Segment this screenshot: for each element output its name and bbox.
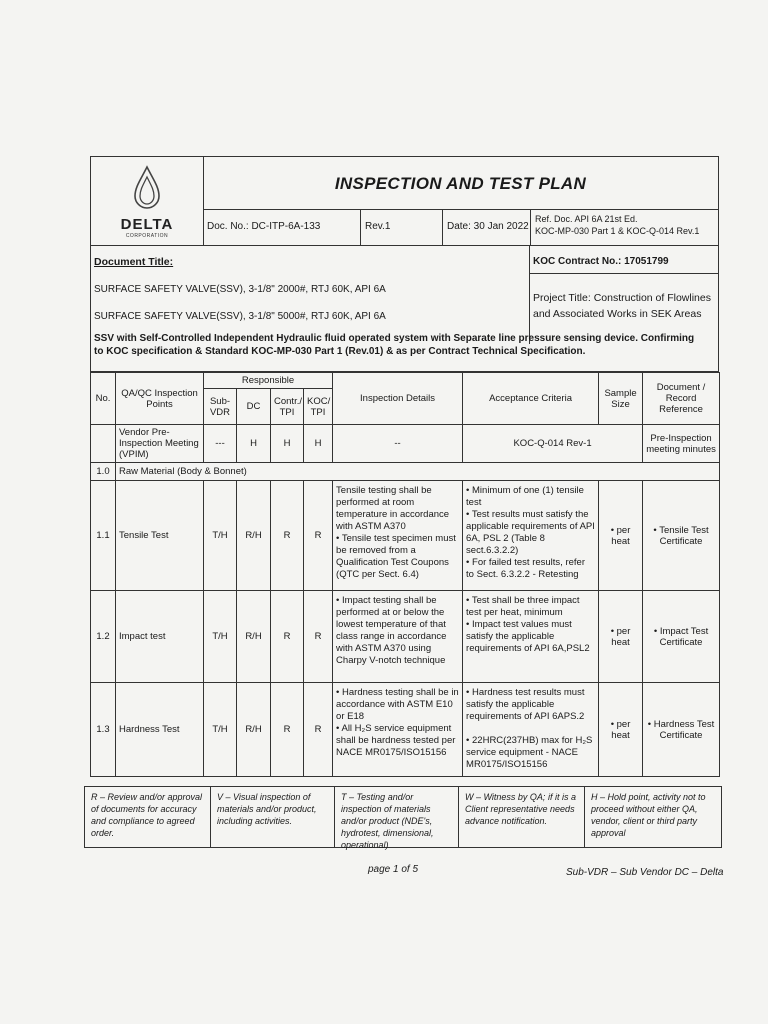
reference-line-2: KOC-MP-030 Part 1 & KOC-Q-014 Rev.1: [535, 226, 700, 236]
row-koc: R: [304, 481, 333, 591]
document-title-label: Document Title:: [94, 256, 174, 268]
row-criteria: • Hardness test results must satisfy the applicable requirements of API 6APS.2 • 22HRC(237HB) max for H₂S service equipment - NACE MR0175/ISO15156: [463, 683, 599, 777]
itp-table: [90, 372, 720, 777]
row-sub-vdr: T/H: [204, 481, 237, 591]
legend-review: R – Review and/or approval of documents for accuracy and compliance to agreed order.: [85, 787, 211, 847]
revision: Rev.1: [361, 209, 443, 245]
vpim-contr: H: [271, 425, 304, 463]
row-document: • Impact Test Certificate: [643, 591, 720, 683]
row-no: 1.2: [91, 591, 116, 683]
page-number: page 1 of 5: [368, 864, 419, 875]
logo-name: DELTA: [120, 216, 174, 233]
row-sub-vdr: T/H: [204, 683, 237, 777]
row-dc: R/H: [237, 591, 271, 683]
row-details: Tensile testing shall be performed at room temperature in accordance with ASTM A370 • Tensile test specimen must be removed from a Qualification Test Coupons (QTC per Sect. 6.4): [333, 481, 463, 591]
row-sample: • per heat: [599, 683, 643, 777]
title-right: [529, 246, 718, 344]
table-row: [91, 481, 720, 591]
vpim-koc: H: [304, 425, 333, 463]
reference-docs: [531, 209, 718, 245]
logo-sub: CORPORATION: [125, 233, 169, 239]
vpim-criteria: KOC-Q-014 Rev-1: [463, 425, 643, 463]
table-row: [91, 425, 720, 463]
row-contr: R: [271, 591, 304, 683]
section-title: Raw Material (Body & Bonnet): [116, 463, 720, 481]
row-criteria: • Minimum of one (1) tensile test • Test results must satisfy the applicable requirements of API 6A, PSL 2 (Table 8 sect.6.3.2.2) • For failed test results, refer to Sect. 6.3.2.2 - Retesting: [463, 481, 599, 591]
col-criteria: Acceptance Criteria: [463, 373, 599, 425]
project-title: Project Title: Construction of Flowlines and Associated Works in SEK Areas: [533, 292, 711, 320]
drop-icon: [91, 165, 203, 216]
table-row: [91, 591, 720, 683]
vpim-point: Vendor Pre-Inspection Meeting (VPIM): [116, 425, 204, 463]
col-sample: Sample Size: [599, 373, 643, 425]
title-left: [91, 246, 530, 344]
row-details: • Impact testing shall be performed at or below the lowest temperature of that class range in accordance with ASTM A370 using Charpy V-notch technique: [333, 591, 463, 683]
date: Date: 30 Jan 2022: [443, 209, 531, 245]
col-document: Document / Record Reference: [643, 373, 720, 425]
row-document: • Tensile Test Certificate: [643, 481, 720, 591]
header-block: [90, 156, 719, 246]
row-koc: R: [304, 591, 333, 683]
row-sample: • per heat: [599, 481, 643, 591]
contract-number: KOC Contract No.: 17051799: [529, 246, 718, 274]
vpim-details: --: [333, 425, 463, 463]
col-no: No.: [91, 373, 116, 425]
row-document: • Hardness Test Certificate: [643, 683, 720, 777]
row-sub-vdr: T/H: [204, 591, 237, 683]
row-details: • Hardness testing shall be in accordance with ASTM E10 or E18 • All H₂S service equipment shall be hardness tested per NACE MR0175/ISO15156: [333, 683, 463, 777]
vpim-dc: H: [237, 425, 271, 463]
col-details: Inspection Details: [333, 373, 463, 425]
company-logo: [91, 157, 204, 245]
col-sub-vdr: Sub-VDR: [204, 389, 237, 425]
col-responsible: Responsible: [204, 373, 333, 389]
vpim-sub-vdr: ---: [204, 425, 237, 463]
col-contr-tpi: Contr./ TPI: [271, 389, 304, 425]
legend-testing: T – Testing and/or inspection of materials and/or product (NDE's, hydrotest, dimensional, operational): [335, 787, 459, 847]
doc-number: Doc. No.: DC-ITP-6A-133: [203, 209, 361, 245]
product-description: SSV with Self-Controlled Independent Hydraulic fluid operated system with Separate line pressure sensing device. Confirming to KOC specification & Standard KOC-MP-030 Part 1 (Rev.01) & as per Contract Technical Specification.: [94, 333, 695, 357]
legend-witness: W – Witness by QA; if it is a Client representative needs advance notification.: [459, 787, 585, 847]
col-points: QA/QC Inspection Points: [116, 373, 204, 425]
product-line-1: SURFACE SAFETY VALVE(SSV), 3-1/8" 2000#, RTJ 60K, API 6A: [94, 284, 386, 295]
col-dc: DC: [237, 389, 271, 425]
row-koc: R: [304, 683, 333, 777]
row-no: 1.3: [91, 683, 116, 777]
document-title-block: [90, 246, 719, 372]
table-row: [91, 683, 720, 777]
row-contr: R: [271, 481, 304, 591]
row-dc: R/H: [237, 683, 271, 777]
legend-hold: H – Hold point, activity not to proceed without either QA, vendor, client or third party approval: [591, 792, 706, 838]
legend-visual: V – Visual inspection of materials and/or product, including activities.: [211, 787, 335, 847]
abbreviations: Sub-VDR – Sub Vendor DC – Delta: [566, 867, 724, 878]
vpim-document: Pre-Inspection meeting minutes: [643, 425, 720, 463]
row-no: 1.1: [91, 481, 116, 591]
row-criteria: • Test shall be three impact test per heat, minimum • Impact test values must satisfy the applicable requirements of API 6A,PSL2: [463, 591, 599, 683]
plan-title-cell: [203, 157, 718, 210]
legend: [84, 786, 722, 848]
row-sample: • per heat: [599, 591, 643, 683]
row-contr: R: [271, 683, 304, 777]
product-line-2: SURFACE SAFETY VALVE(SSV), 3-1/8" 5000#, RTJ 60K, API 6A: [94, 311, 386, 322]
section-row: [91, 463, 720, 481]
row-point: Impact test: [116, 591, 204, 683]
row-point: Hardness Test: [116, 683, 204, 777]
col-koc-tpi: KOC/ TPI: [304, 389, 333, 425]
row-point: Tensile Test: [116, 481, 204, 591]
plan-title: INSPECTION AND TEST PLAN: [334, 174, 587, 193]
reference-line-1: Ref. Doc. API 6A 21st Ed.: [535, 214, 638, 224]
section-no: 1.0: [91, 463, 116, 481]
row-dc: R/H: [237, 481, 271, 591]
